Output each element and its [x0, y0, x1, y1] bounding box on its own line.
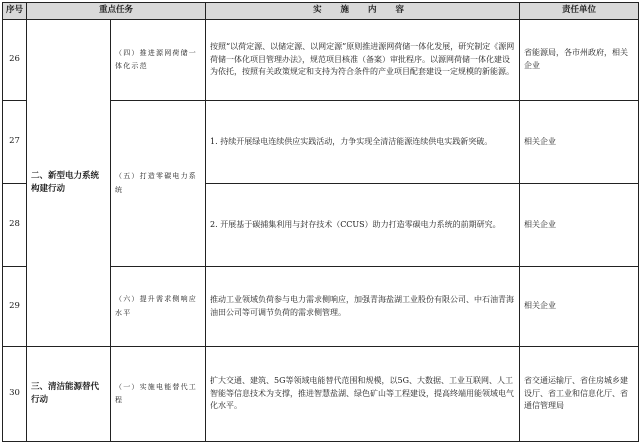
content-cell: 2. 开展基于碳捕集利用与封存技术（CCUS）助力打造零碳电力系统的前期研究。 [206, 184, 520, 267]
header-no: 序号 [3, 3, 27, 20]
responsible-cell: 省能源局，各市州政府，相关企业 [520, 20, 639, 101]
header-task: 重点任务 [27, 3, 206, 20]
subtask-cell: （四）推进源网荷储一体化示范 [111, 20, 206, 101]
table-row [3, 347, 639, 442]
subtask-cell: （一）实施电能替代工程 [111, 347, 206, 442]
responsible-cell: 省交通运输厅、省住房城乡建设厅、省工业和信息化厅、省通信管理局 [520, 347, 639, 442]
header-content: 实 施 内 容 [206, 3, 520, 20]
responsible-cell: 相关企业 [520, 184, 639, 267]
responsible-cell: 相关企业 [520, 267, 639, 347]
table-header-row [3, 3, 639, 20]
row-number: 30 [3, 347, 27, 442]
subtask-cell: （五）打造零碳电力系统 [111, 101, 206, 267]
row-number: 29 [3, 267, 27, 347]
responsible-cell: 相关企业 [520, 101, 639, 184]
row-number: 28 [3, 184, 27, 267]
subtask-cell: （六）提升需求侧响应水平 [111, 267, 206, 347]
header-responsible: 责任单位 [520, 3, 639, 20]
content-cell: 推动工业领域负荷参与电力需求侧响应，加强青海盐湖工业股份有限公司、中石油青海油田公司等可调节负荷的需求侧管理。 [206, 267, 520, 347]
task-cell: 二、新型电力系统构建行动 [27, 20, 111, 347]
table-row [3, 20, 639, 101]
content-cell: 1. 持续开展绿电连续供应实践活动，力争实现全清洁能源连续供电实践新突破。 [206, 101, 520, 184]
implementation-table [2, 2, 639, 442]
task-cell: 三、清洁能源替代行动 [27, 347, 111, 442]
row-number: 26 [3, 20, 27, 101]
row-number: 27 [3, 101, 27, 184]
content-cell: 扩大交通、建筑、5G等领域电能替代范围和规模，以5G、大数据、工业互联网、人工智能等信息技术为支撑，推进智慧盐湖、绿色矿山等工程建设，提高终端用能领域电气化水平。 [206, 347, 520, 442]
content-cell: 按照“以荷定源、以储定源、以网定源”原则推进源网荷储一体化发展，研究制定《源网荷储一体化项目管理办法》，规范项目核准（备案）审批程序。以源网荷储一体化建设为依托，按照有关政策规定和支持为符合条件的产业项目配套建设一定规模的新能源。 [206, 20, 520, 101]
